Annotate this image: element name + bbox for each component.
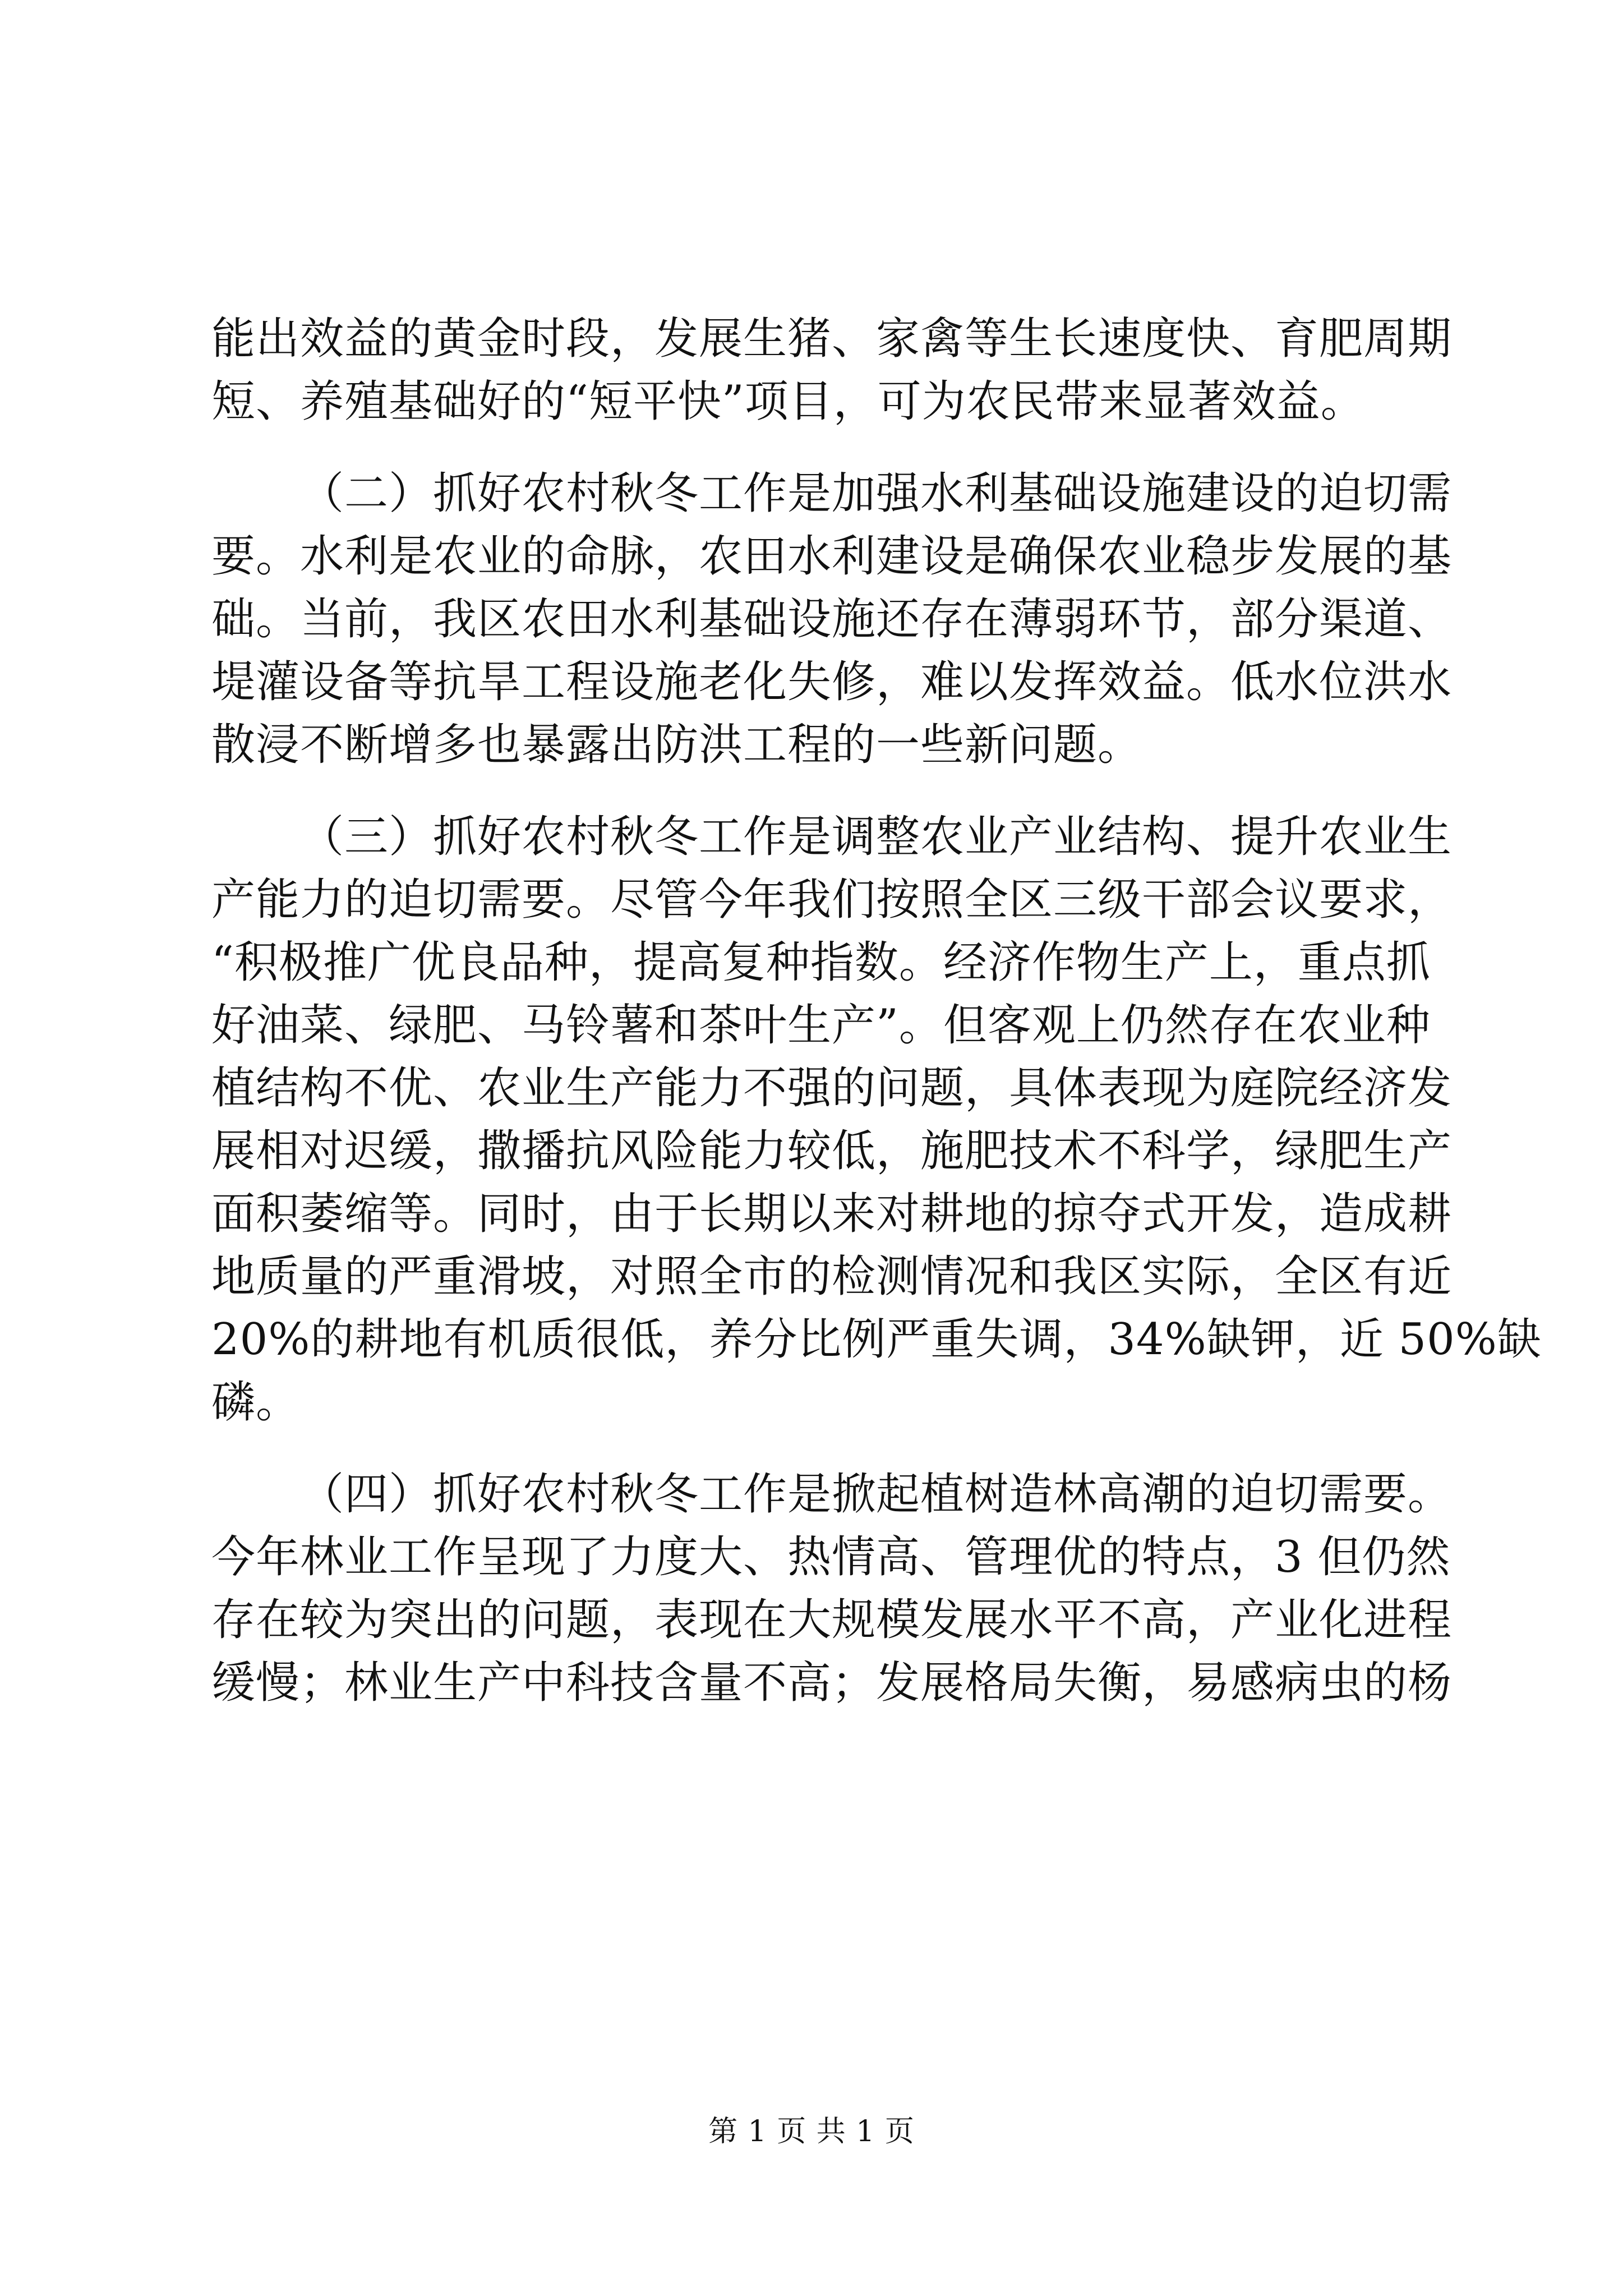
paragraph-line: “积极推广优良品种，提高复种指数。经济作物生产上，重点抓: [211, 937, 1431, 988]
paragraph-line: （二）抓好农村秋冬工作是加强水利基础设施建设的迫切需: [300, 468, 1453, 519]
paragraph-line: 缓慢；林业生产中科技含量不高；发展格局失衡，易感病虫的杨: [211, 1658, 1453, 1708]
paragraph-line: 存在较为突出的问题，表现在大规模发展水平不高，产业化进程: [211, 1595, 1453, 1645]
paragraph-line: 要。水利是农业的命脉，农田水利建设是确保农业稳步发展的基: [211, 531, 1453, 582]
paragraph-line: 础。当前，我区农田水利基础设施还存在薄弱环节，部分渠道、: [211, 594, 1453, 645]
paragraph-line: 地质量的严重滑坡，对照全市的检测情况和我区实际，全区有近: [211, 1251, 1453, 1302]
paragraph-line: 短、养殖基础好的“短平快”项目，可为农民带来显著效益。: [211, 376, 1365, 427]
paragraph-line: 植结构不优、农业生产能力不强的问题，具体表现为庭院经济发: [211, 1063, 1453, 1114]
paragraph-line: 今年林业工作呈现了力度大、热情高、管理优的特点，3 但仍然: [211, 1532, 1451, 1582]
paragraph-line: （四）抓好农村秋冬工作是掀起植树造林高潮的迫切需要。: [300, 1469, 1453, 1520]
paragraph-line: 堤灌设备等抗旱工程设施老化失修，难以发挥效益。低水位洪水: [211, 657, 1453, 707]
paragraph-line: 能出效益的黄金时段，发展生猪、家禽等生长速度快、育肥周期: [211, 314, 1453, 364]
paragraph-line: 20%的耕地有机质很低，养分比例严重失调，34%缺钾，近 50%缺: [211, 1314, 1542, 1365]
paragraph-line: （三）抓好农村秋冬工作是调整农业产业结构、提升农业生: [300, 812, 1453, 862]
page-number-footer: 第 1 页 共 1 页: [708, 2115, 915, 2148]
paragraph-line: 散浸不断增多也暴露出防洪工程的一些新问题。: [211, 720, 1142, 770]
paragraph-line: 好油菜、绿肥、马铃薯和茶叶生产”。但客观上仍然存在农业种: [211, 1000, 1431, 1051]
paragraph-line: 产能力的迫切需要。尽管今年我们按照全区三级干部会议要求，: [211, 875, 1453, 925]
paragraph-line: 面积萎缩等。同时，由于长期以来对耕地的掠夺式开发，造成耕: [211, 1189, 1453, 1239]
paragraph-line: 磷。: [211, 1377, 301, 1428]
paragraph-line: 展相对迟缓，撒播抗风险能力较低，施肥技术不科学，绿肥生产: [211, 1126, 1453, 1176]
